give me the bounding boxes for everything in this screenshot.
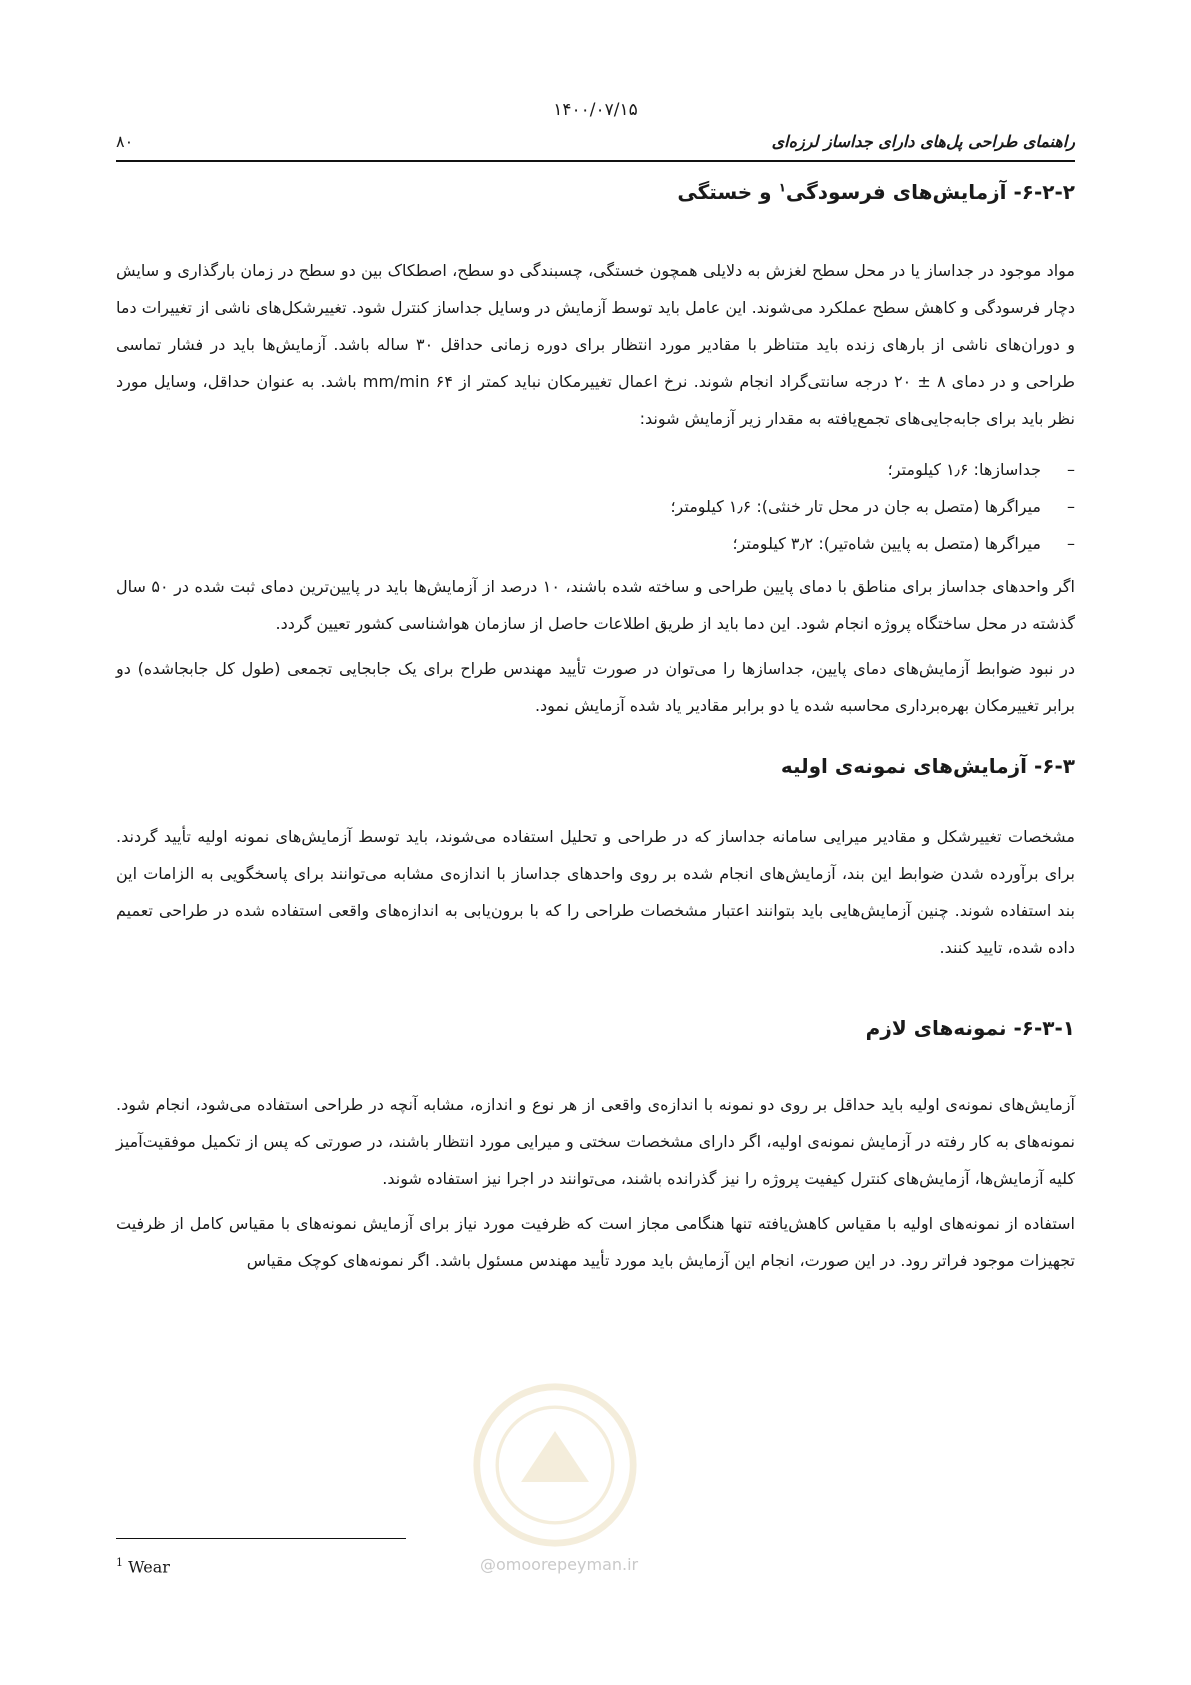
list-item: – جداسازها: ۱٫۶ کیلومتر؛ — [116, 451, 1075, 488]
section-heading-6-3: ۶-۳- آزمایش‌های نمونه‌ی اولیه — [780, 754, 1075, 778]
bullet-list — [116, 451, 1075, 562]
dash-bullet: – — [1067, 534, 1075, 553]
footnote-divider — [116, 1538, 406, 1539]
section-heading-6-3-1: ۶-۳-۱- نمونه‌های لازم — [865, 1016, 1075, 1040]
paragraph: آزمایش‌های نمونه‌ی اولیه باید حداقل بر روی دو نمونه با اندازه‌ی واقعی از هر نوع و اندازه، مشابه آنچه در طراحی استفاده می‌شود، انجام شود. نمونه‌های به کار رفته در آزمایش نمونه‌ی اولیه، اگر دارای مشخصات سختی و میرایی مورد انتظار باشند، در صورتی که پس از تکمیل موفقیت‌آمیز کلیه آزمایش‌ها، آزمایش‌های کنترل کیفیت پروژه را نیز گذرانده باشند، می‌توانند در اجرا نیز استفاده شوند. — [116, 1095, 1075, 1188]
dash-bullet: – — [1067, 460, 1075, 479]
footnote-number: 1 — [116, 1556, 123, 1569]
dash-bullet: – — [1067, 497, 1075, 516]
paragraph: استفاده از نمونه‌های اولیه با مقیاس کاهش‌یافته تنها هنگامی مجاز است که ظرفیت مورد نیاز برای آزمایش نمونه‌های با مقیاس کامل از ظرفیت تجهیزات موجود فراتر رود. در این صورت، انجام این آزمایش باید مورد تأیید مهندس مسئول باشد. اگر نمونه‌های کوچک مقیاس — [116, 1214, 1075, 1270]
watermark-text: @omoorepeyman.ir — [480, 1555, 639, 1574]
page-content — [116, 180, 1075, 1279]
paragraph: در نبود ضوابط آزمایش‌های دمای پایین، جداسازها را می‌توان در صورت تأیید مهندس طراح برای یک جابجایی تجمعی (طول کل جابجاشده) دو برابر تغییرمکان بهره‌برداری محاسبه شده یا دو برابر مقادیر یاد شده آزمایش نمود. — [116, 659, 1075, 715]
page-number: ۸۰ — [116, 132, 134, 151]
document-date: ۱۴۰۰/۰۷/۱۵ — [553, 100, 638, 120]
paragraph: مشخصات تغییرشکل و مقادیر میرایی سامانه جداساز که در طراحی و تحلیل استفاده می‌شوند، باید توسط آزمایش‌های نمونه اولیه تأیید گردند. برای برآورده شدن ضوابط این بند، آزمایش‌های انجام شده بر روی واحدهای جداساز با اندازه‌ی مشابه می‌توانند برای پاسخگویی به الزامات این بند استفاده شوند. چنین آزمایش‌هایی باید بتوانند اعتبار مشخصات طراحی را که با برون‌یابی به اندازه‌های واقعی استفاده شده در طراحی تعمیم داده شده، تایید کنند. — [116, 827, 1075, 957]
section-heading-6-2-2: ۶-۲-۲- آزمایش‌های فرسودگی$^۱$ و خستگی — [677, 180, 1075, 204]
footnote-text: Wear — [123, 1557, 170, 1577]
watermark-logo — [470, 1380, 640, 1550]
paragraph: اگر واحدهای جداساز برای مناطق با دمای پایین طراحی و ساخته شده باشند، ۱۰ درصد از آزمایش‌ها باید در پایین‌ترین دمای ثبت شده در ۵۰ سال گذشته در محل ساختگاه پروژه انجام شود. این دما باید از طریق اطلاعات حاصل از سازمان هواشناسی کشور تعیین گردد. — [116, 577, 1075, 633]
running-title: راهنمای طراحی پل‌های دارای جداساز لرزه‌ای — [771, 132, 1075, 151]
footnote — [116, 1556, 170, 1576]
list-item: – میراگرها (متصل به پایین شاه‌تیر): ۳٫۲ کیلومتر؛ — [116, 525, 1075, 562]
footnote-ref[interactable]: ۱ — [778, 180, 786, 195]
page-header — [116, 128, 1075, 162]
paragraph: مواد موجود در جداساز یا در محل سطح لغزش به دلایلی همچون خستگی، چسبندگی دو سطح، اصطکاک بین دو سطح در زمان بارگذاری و سایش دچار فرسودگی و کاهش سطح عملکرد می‌شوند. این عامل باید توسط آزمایش در وسایل جداساز کنترل شود. تغییرشکل‌های ناشی از تغییرات دما و دوران‌های ناشی از بارهای زنده باید متناظر با مقادیر مورد انتظار برای دوره زمانی حداقل ۳۰ ساله باشد. آزمایش‌ها باید در فشار تماسی طراحی و در دمای ۸ ± ۲۰ درجه سانتی‌گراد انجام شوند. نرخ اعمال تغییرمکان نباید کمتر از ۶۴ mm/min باشد. به عنوان حداقل، وسایل مورد نظر باید برای جابه‌جایی‌های تجمع‌یافته به مقدار زیر آزمایش شوند: — [116, 261, 1075, 428]
list-item: – میراگرها (متصل به جان در محل تار خنثی): ۱٫۶ کیلومتر؛ — [116, 488, 1075, 525]
